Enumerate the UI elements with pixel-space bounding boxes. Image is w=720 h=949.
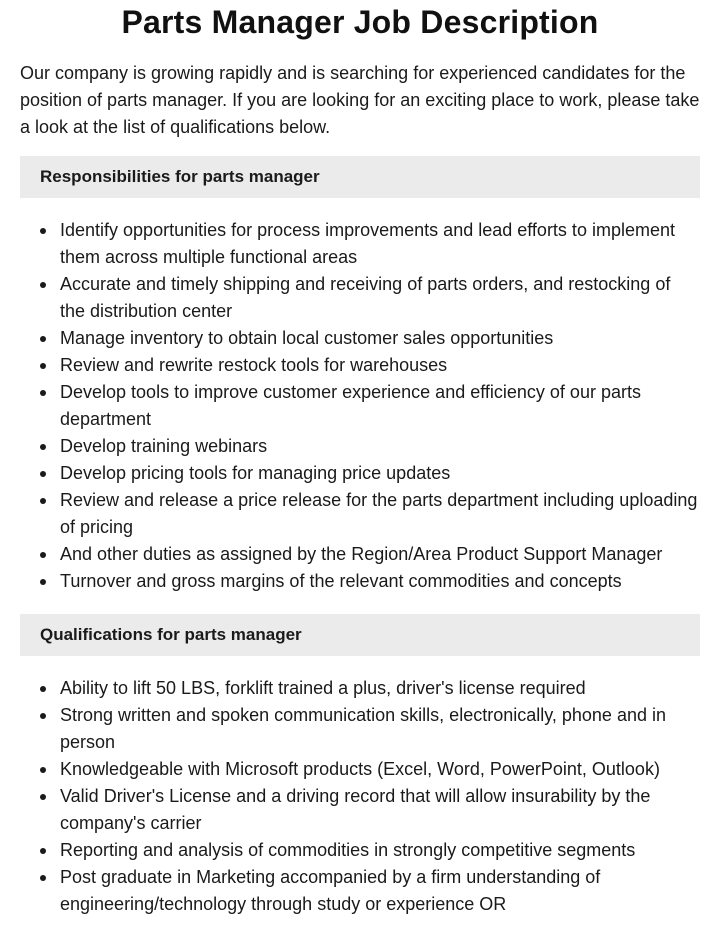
list-item-text: And other duties as assigned by the Region/Area Product Support Manager — [60, 544, 663, 564]
list-item — [20, 487, 700, 541]
list-item — [20, 675, 700, 702]
responsibilities-header: Responsibilities for parts manager — [20, 156, 700, 198]
bullet-icon — [40, 713, 46, 719]
responsibilities-list — [20, 217, 700, 595]
list-item — [20, 460, 700, 487]
bullet-icon — [40, 390, 46, 396]
bullet-icon — [40, 471, 46, 477]
intro-paragraph: Our company is growing rapidly and is searching for experienced candidates for the position of parts manager. If you are looking for an exciting place to work, please take a look at the list of qualifications below. — [20, 63, 700, 137]
list-item — [20, 217, 700, 271]
bullet-icon — [40, 552, 46, 558]
list-item-text: Accurate and timely shipping and receiving of parts orders, and restocking of the distribution center — [60, 274, 671, 321]
bullet-icon — [40, 498, 46, 504]
list-item-text: Strong written and spoken communication skills, electronically, phone and in person — [60, 705, 666, 752]
bullet-icon — [40, 767, 46, 773]
bullet-icon — [40, 579, 46, 585]
qualifications-list — [20, 675, 700, 918]
list-item — [20, 433, 700, 460]
list-item-text: Review and rewrite restock tools for warehouses — [60, 355, 448, 375]
list-item — [20, 864, 700, 918]
list-item-text: Reporting and analysis of commodities in strongly competitive segments — [60, 840, 636, 860]
bullet-icon — [40, 875, 46, 881]
list-item — [20, 379, 700, 433]
list-item — [20, 568, 700, 595]
bullet-icon — [40, 848, 46, 854]
bullet-icon — [40, 794, 46, 800]
bullet-icon — [40, 228, 46, 234]
bullet-icon — [40, 336, 46, 342]
list-item-text: Post graduate in Marketing accompanied by a firm understanding of engineering/technology through study or experience OR — [60, 867, 601, 914]
bullet-icon — [40, 363, 46, 369]
list-item-text: Knowledgeable with Microsoft products (Excel, Word, PowerPoint, Outlook) — [60, 759, 660, 779]
list-item-text: Identify opportunities for process improvements and lead efforts to implement them across multiple functional areas — [60, 220, 675, 267]
list-item — [20, 352, 700, 379]
list-item — [20, 541, 700, 568]
list-item — [20, 325, 700, 352]
list-item-text: Develop tools to improve customer experience and efficiency of our parts department — [60, 382, 641, 429]
bullet-icon — [40, 686, 46, 692]
list-item — [20, 271, 700, 325]
list-item-text: Turnover and gross margins of the relevant commodities and concepts — [60, 571, 622, 591]
bullet-icon — [40, 282, 46, 288]
qualifications-header: Qualifications for parts manager — [20, 614, 700, 656]
list-item-text: Manage inventory to obtain local customer sales opportunities — [60, 328, 554, 348]
list-item — [20, 702, 700, 756]
list-item-text: Valid Driver's License and a driving record that will allow insurability by the company's carrier — [60, 786, 651, 833]
list-item-text: Ability to lift 50 LBS, forklift trained a plus, driver's license required — [60, 678, 586, 698]
list-item — [20, 837, 700, 864]
list-item — [20, 783, 700, 837]
list-item-text: Develop training webinars — [60, 436, 268, 456]
page-title: Parts Manager Job Description — [121, 4, 599, 40]
list-item-text: Review and release a price release for the parts department including uploading of pricing — [60, 490, 698, 537]
list-item-text: Develop pricing tools for managing price updates — [60, 463, 451, 483]
list-item — [20, 756, 700, 783]
bullet-icon — [40, 444, 46, 450]
